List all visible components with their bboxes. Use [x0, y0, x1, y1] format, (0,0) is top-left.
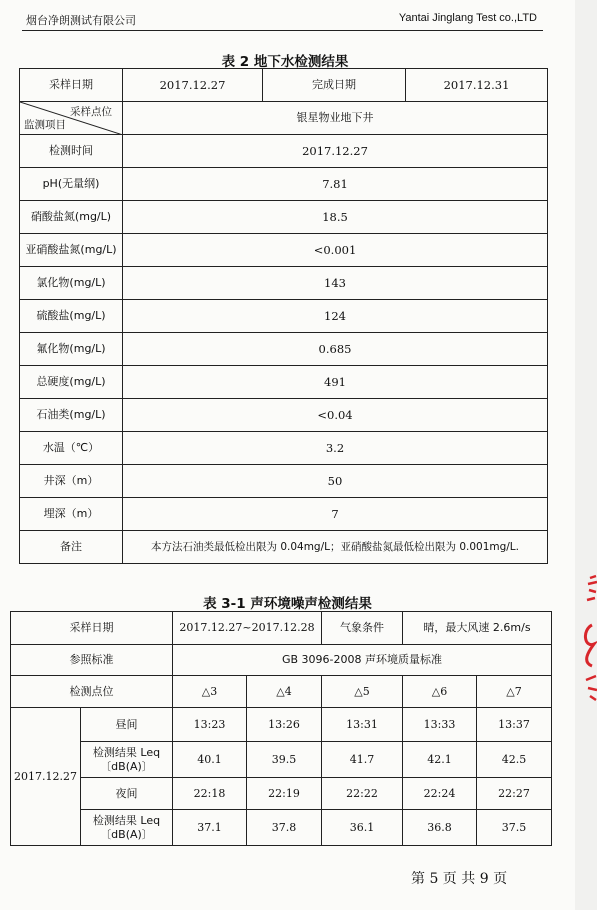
point-header: △4	[247, 676, 322, 708]
row-label: 总硬度(mg/L)	[20, 366, 123, 399]
row-label: 水温（℃）	[20, 432, 123, 465]
noise-sample-date-value: 2017.12.27~2017.12.28	[173, 612, 322, 645]
night-label: 夜间	[81, 778, 173, 810]
remark-label: 备注	[20, 531, 123, 564]
night-time: 22:22	[322, 778, 403, 810]
row-label: 亚硝酸盐氮(mg/L)	[20, 234, 123, 267]
point-header: △3	[173, 676, 247, 708]
table2-title: 表 3-1 声环境噪声检测结果	[203, 596, 372, 612]
diag-top-label: 采样点位	[70, 106, 112, 118]
night-result: 36.1	[322, 810, 403, 846]
row-label: 井深（m）	[20, 465, 123, 498]
noise-date: 2017.12.27	[11, 708, 81, 846]
row-label: 石油类(mg/L)	[20, 399, 123, 432]
weather-label: 气象条件	[322, 612, 403, 645]
row-label: 硝酸盐氮(mg/L)	[20, 201, 123, 234]
row-value: 491	[123, 366, 548, 399]
row-label: 氟化物(mg/L)	[20, 333, 123, 366]
standard-value: GB 3096-2008 声环境质量标准	[173, 645, 552, 676]
day-label: 昼间	[81, 708, 173, 742]
row-value: <0.04	[123, 399, 548, 432]
remark-text: 本方法石油类最低检出限为 0.04mg/L；亚硝酸盐氮最低检出限为 0.001mg/L.	[123, 531, 548, 564]
row-value: 7.81	[123, 168, 548, 201]
night-time: 22:18	[173, 778, 247, 810]
row-value: 50	[123, 465, 548, 498]
point-header: △7	[477, 676, 552, 708]
row-value: 18.5	[123, 201, 548, 234]
finish-date-value: 2017.12.31	[406, 69, 548, 102]
night-result: 37.8	[247, 810, 322, 846]
page-number: 第 5 页 共 9 页	[411, 871, 508, 887]
row-label: 硫酸盐(mg/L)	[20, 300, 123, 333]
night-time: 22:19	[247, 778, 322, 810]
night-result: 36.8	[403, 810, 477, 846]
night-result-label	[81, 810, 173, 846]
row-value: 2017.12.27	[123, 135, 548, 168]
night-time: 22:24	[403, 778, 477, 810]
point-header: △5	[322, 676, 403, 708]
day-result: 42.1	[403, 742, 477, 778]
result-label-line1: 检测结果 Leq	[92, 745, 161, 759]
row-value: 124	[123, 300, 548, 333]
day-time: 13:26	[247, 708, 322, 742]
groundwater-results-table	[19, 68, 548, 564]
day-result: 42.5	[477, 742, 552, 778]
diagonal-header-cell	[20, 102, 123, 135]
sample-date-value: 2017.12.27	[123, 69, 263, 102]
site-name: 银星物业地下井	[123, 102, 548, 135]
row-label: 氯化物(mg/L)	[20, 267, 123, 300]
weather-value: 晴，最大风速 2.6m/s	[403, 612, 552, 645]
row-value: <0.001	[123, 234, 548, 267]
diag-bottom-label: 监测项目	[24, 119, 66, 131]
row-value: 7	[123, 498, 548, 531]
result-label-line2: 〔dB(A)〕	[100, 827, 153, 841]
day-time: 13:23	[173, 708, 247, 742]
night-result: 37.5	[477, 810, 552, 846]
row-label: pH(无量纲)	[20, 168, 123, 201]
red-seal-fragment	[576, 570, 597, 705]
day-time: 13:31	[322, 708, 403, 742]
night-result: 37.1	[173, 810, 247, 846]
noise-results-table	[10, 611, 552, 846]
company-name-en: Yantai Jinglang Test co.,LTD	[398, 12, 537, 24]
result-label-line2: 〔dB(A)〕	[100, 759, 153, 773]
row-label: 检测时间	[20, 135, 123, 168]
result-label-line1: 检测结果 Leq	[92, 813, 161, 827]
table1-title: 表 2 地下水检测结果	[221, 54, 349, 70]
row-label: 埋深（m）	[20, 498, 123, 531]
points-label: 检测点位	[11, 676, 173, 708]
row-value: 143	[123, 267, 548, 300]
standard-label: 参照标准	[11, 645, 173, 676]
sample-date-label: 采样日期	[20, 69, 123, 102]
day-time: 13:37	[477, 708, 552, 742]
day-time: 13:33	[403, 708, 477, 742]
day-result: 41.7	[322, 742, 403, 778]
point-header: △6	[403, 676, 477, 708]
company-name-cn: 烟台净朗测试有限公司	[26, 14, 136, 27]
night-time: 22:27	[477, 778, 552, 810]
header-rule	[22, 30, 543, 31]
day-result-label	[81, 742, 173, 778]
row-value: 3.2	[123, 432, 548, 465]
row-value: 0.685	[123, 333, 548, 366]
noise-sample-date-label: 采样日期	[11, 612, 173, 645]
day-result: 40.1	[173, 742, 247, 778]
finish-date-label: 完成日期	[263, 69, 406, 102]
day-result: 39.5	[247, 742, 322, 778]
